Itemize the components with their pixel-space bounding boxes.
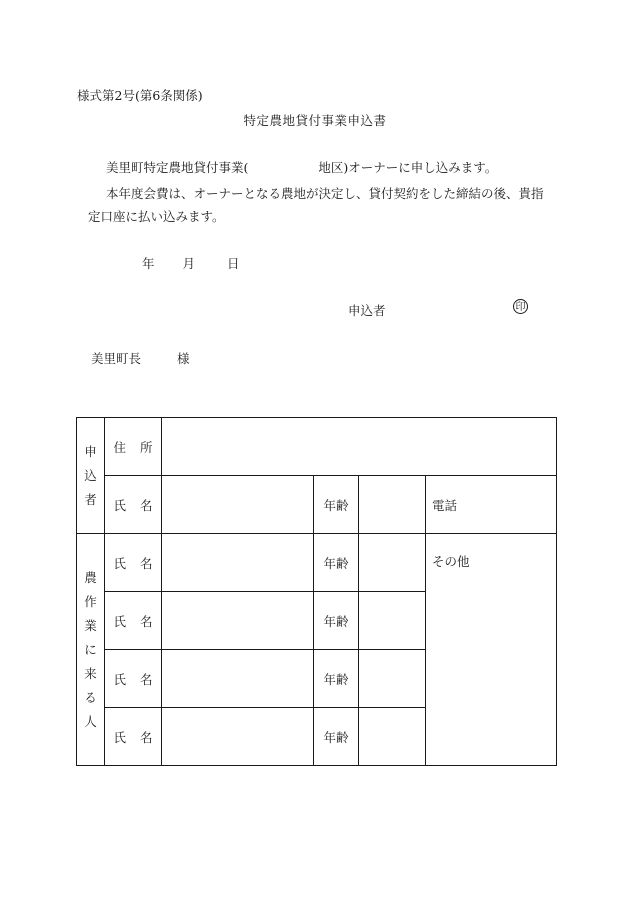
table-row-worker-1	[77, 534, 557, 592]
paragraph-fee-line1: 本年度会費は、オーナーとなる農地が決定し、貸付契約をした締結の後、貴指	[106, 186, 544, 201]
other-field[interactable]	[426, 534, 557, 766]
worker-age-label: 年齢	[314, 708, 359, 766]
worker-1-age-field[interactable]	[359, 534, 426, 592]
applicant-name-field[interactable]	[162, 476, 314, 534]
addressee-name: 美里町長	[91, 351, 142, 366]
date-month: 月	[182, 256, 196, 271]
worker-3-age-field[interactable]	[359, 650, 426, 708]
date-year: 年	[142, 256, 155, 271]
phone-label: 電話	[426, 476, 557, 534]
worker-age-label: 年齢	[314, 534, 359, 592]
worker-name-label: 氏 名	[105, 534, 162, 592]
table-row-applicant-name	[77, 476, 557, 534]
application-table	[76, 417, 557, 766]
address-label: 住 所	[105, 418, 162, 476]
document-title: 特定農地貸付事業申込書	[243, 113, 387, 128]
worker-2-name-field[interactable]	[162, 592, 314, 650]
other-label: その他	[432, 554, 470, 569]
workers-group-label: 農 作 業 に 来 る 人	[77, 534, 105, 766]
worker-4-age-field[interactable]	[359, 708, 426, 766]
applicant-name-label: 氏 名	[105, 476, 162, 534]
applicant-group-label: 申 込 者	[77, 418, 105, 534]
worker-3-name-field[interactable]	[162, 650, 314, 708]
paragraph-fee-line2: 定口座に払い込みます。	[88, 209, 225, 224]
table-row-address	[77, 418, 557, 476]
worker-age-label: 年齢	[314, 650, 359, 708]
paragraph-application	[106, 158, 497, 176]
para1-end: 地区)オーナーに申し込みます。	[318, 160, 498, 175]
worker-2-age-field[interactable]	[359, 592, 426, 650]
form-number: 様式第2号(第6条関係)	[77, 88, 203, 103]
worker-name-label: 氏 名	[105, 650, 162, 708]
applicant-label: 申込者	[348, 303, 386, 318]
worker-4-name-field[interactable]	[162, 708, 314, 766]
date-line	[142, 254, 240, 272]
worker-age-label: 年齢	[314, 592, 359, 650]
worker-name-label: 氏 名	[105, 592, 162, 650]
addressee	[91, 349, 190, 367]
worker-name-label: 氏 名	[105, 708, 162, 766]
para1-start: 美里町特定農地貸付事業(	[106, 160, 249, 175]
applicant-age-label: 年齢	[314, 476, 359, 534]
worker-1-name-field[interactable]	[162, 534, 314, 592]
date-day: 日	[227, 256, 240, 271]
seal-icon: 印	[513, 299, 528, 314]
applicant-age-field[interactable]	[359, 476, 426, 534]
addressee-honorific: 様	[177, 351, 190, 366]
address-field[interactable]	[162, 418, 557, 476]
